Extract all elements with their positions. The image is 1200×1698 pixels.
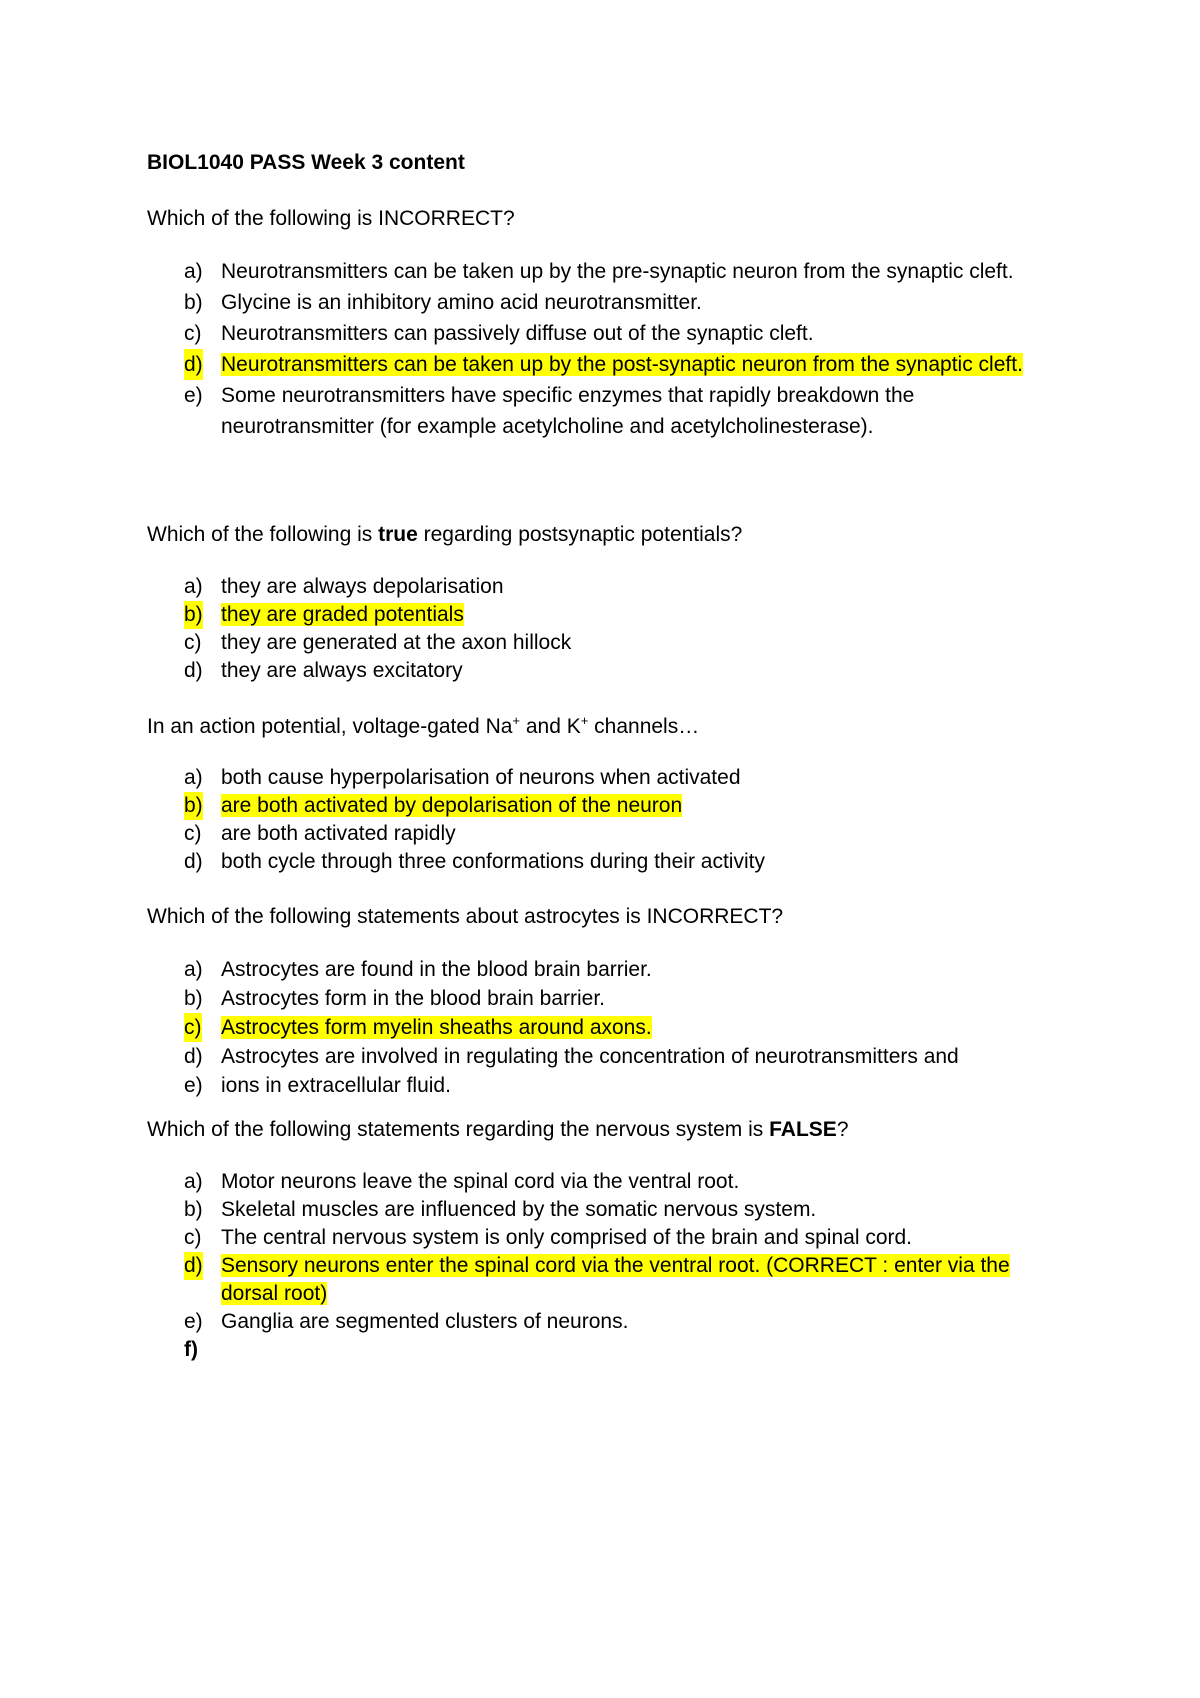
option-d bbox=[184, 1042, 1064, 1071]
option-d-highlighted bbox=[184, 349, 1064, 380]
option-text: Astrocytes are found in the blood brain barrier. bbox=[221, 958, 652, 981]
option-letter: a) bbox=[184, 260, 203, 283]
option-b bbox=[184, 1196, 1064, 1224]
option-text: they are generated at the axon hillock bbox=[221, 631, 572, 654]
option-text: Ganglia are segmented clusters of neurons. bbox=[221, 1310, 629, 1333]
option-a bbox=[184, 764, 1064, 792]
prompt-text: Which of the following is bbox=[147, 523, 379, 546]
option-b bbox=[184, 984, 1064, 1013]
question-2-prompt bbox=[147, 519, 742, 550]
option-letter: a) bbox=[184, 1170, 203, 1193]
option-c bbox=[184, 1224, 1064, 1252]
option-d bbox=[184, 657, 1064, 685]
option-text: Neurotransmitters can passively diffuse out of the synaptic cleft. bbox=[221, 322, 814, 345]
option-e bbox=[184, 1071, 1064, 1100]
option-text-highlighted: Neurotransmitters can be taken up by the post-synaptic neuron from the synaptic cleft. bbox=[221, 353, 1023, 376]
option-text-highlighted: are both activated by depolarisation of the neuron bbox=[221, 794, 683, 817]
option-text: Skeletal muscles are influenced by the somatic nervous system. bbox=[221, 1198, 817, 1221]
question-3-options bbox=[184, 764, 1064, 876]
option-letter: b) bbox=[184, 601, 203, 629]
question-1-options bbox=[184, 256, 1064, 442]
prompt-text: Which of the following is bbox=[147, 207, 379, 230]
option-letter: d) bbox=[184, 349, 203, 380]
option-text: are both activated rapidly bbox=[221, 822, 456, 845]
option-text-highlighted: they are graded potentials bbox=[221, 603, 464, 626]
prompt-text: and K bbox=[520, 715, 581, 738]
option-letter: a) bbox=[184, 958, 203, 981]
option-text-highlighted: Astrocytes form myelin sheaths around axons. bbox=[221, 1016, 652, 1039]
option-c bbox=[184, 318, 1064, 349]
prompt-emphasis: FALSE bbox=[769, 1118, 837, 1141]
option-letter: c) bbox=[184, 822, 202, 845]
option-text: they are always depolarisation bbox=[221, 575, 504, 598]
option-a bbox=[184, 573, 1064, 601]
option-c bbox=[184, 820, 1064, 848]
option-letter: d) bbox=[184, 850, 203, 873]
prompt-text: ? bbox=[771, 905, 784, 928]
option-letter: c) bbox=[184, 322, 202, 345]
question-5-prompt bbox=[147, 1114, 849, 1145]
prompt-text: Which of the following statements regarding the nervous system is bbox=[147, 1118, 770, 1141]
option-letter: e) bbox=[184, 1310, 203, 1333]
prompt-emphasis: INCORRECT bbox=[646, 905, 772, 928]
document-title: BIOL1040 PASS Week 3 content bbox=[147, 151, 465, 174]
option-c-highlighted bbox=[184, 1013, 1064, 1042]
option-text: Neurotransmitters can be taken up by the pre-synaptic neuron from the synaptic cleft. bbox=[221, 260, 1014, 283]
option-letter: a) bbox=[184, 766, 203, 789]
option-letter: f) bbox=[184, 1338, 198, 1361]
question-3-prompt bbox=[147, 711, 699, 742]
question-4-prompt bbox=[147, 901, 783, 932]
option-letter: e) bbox=[184, 1074, 203, 1097]
option-b-highlighted bbox=[184, 792, 1064, 820]
option-a bbox=[184, 1168, 1064, 1196]
option-letter: b) bbox=[184, 291, 203, 314]
option-letter: b) bbox=[184, 987, 203, 1010]
superscript-plus: + bbox=[580, 713, 589, 728]
prompt-text: ? bbox=[836, 1118, 849, 1141]
prompt-text: Which of the following statements about astrocytes is bbox=[147, 905, 647, 928]
option-letter: e) bbox=[184, 384, 203, 407]
option-b bbox=[184, 287, 1064, 318]
option-b-highlighted bbox=[184, 601, 1064, 629]
option-f bbox=[184, 1336, 1064, 1364]
prompt-text: In an action potential, voltage-gated Na bbox=[147, 715, 513, 738]
prompt-text: regarding postsynaptic potentials? bbox=[417, 523, 743, 546]
option-letter: a) bbox=[184, 575, 203, 598]
option-a bbox=[184, 256, 1064, 287]
option-letter: d) bbox=[184, 1045, 203, 1068]
prompt-text: ? bbox=[502, 207, 515, 230]
option-e bbox=[184, 380, 1064, 442]
option-letter: c) bbox=[184, 631, 202, 654]
question-4-options bbox=[184, 955, 1064, 1100]
option-c bbox=[184, 629, 1064, 657]
option-text: they are always excitatory bbox=[221, 659, 463, 682]
option-text: Astrocytes form in the blood brain barrier. bbox=[221, 987, 606, 1010]
prompt-text: channels… bbox=[588, 715, 700, 738]
option-e bbox=[184, 1308, 1064, 1336]
prompt-emphasis: true bbox=[378, 523, 418, 546]
option-a bbox=[184, 955, 1064, 984]
prompt-emphasis: INCORRECT bbox=[378, 207, 503, 230]
option-letter: c) bbox=[184, 1013, 202, 1042]
option-text: both cause hyperpolarisation of neurons when activated bbox=[221, 766, 741, 789]
option-letter: b) bbox=[184, 792, 203, 820]
option-text: ions in extracellular fluid. bbox=[221, 1074, 451, 1097]
option-text: Glycine is an inhibitory amino acid neurotransmitter. bbox=[221, 291, 702, 314]
option-d bbox=[184, 848, 1064, 876]
question-5-options bbox=[184, 1168, 1064, 1364]
option-text: Astrocytes are involved in regulating the concentration of neurotransmitters and bbox=[221, 1045, 959, 1068]
option-text: Motor neurons leave the spinal cord via the ventral root. bbox=[221, 1170, 740, 1193]
option-text: Some neurotransmitters have specific enzymes that rapidly breakdown the neurotransmitter (for example acetylcholine and acetylcholinesterase). bbox=[221, 384, 915, 438]
option-text-highlighted: Sensory neurons enter the spinal cord via the ventral root. (CORRECT : enter via the dorsal root) bbox=[221, 1254, 1010, 1305]
option-text: both cycle through three conformations during their activity bbox=[221, 850, 765, 873]
question-1-prompt bbox=[147, 203, 515, 234]
option-letter: b) bbox=[184, 1198, 203, 1221]
question-2-options bbox=[184, 573, 1064, 685]
option-letter: d) bbox=[184, 659, 203, 682]
option-d-highlighted bbox=[184, 1252, 1064, 1308]
superscript-plus: + bbox=[512, 713, 521, 728]
option-text: The central nervous system is only comprised of the brain and spinal cord. bbox=[221, 1226, 913, 1249]
option-letter: d) bbox=[184, 1252, 203, 1280]
option-letter: c) bbox=[184, 1226, 202, 1249]
